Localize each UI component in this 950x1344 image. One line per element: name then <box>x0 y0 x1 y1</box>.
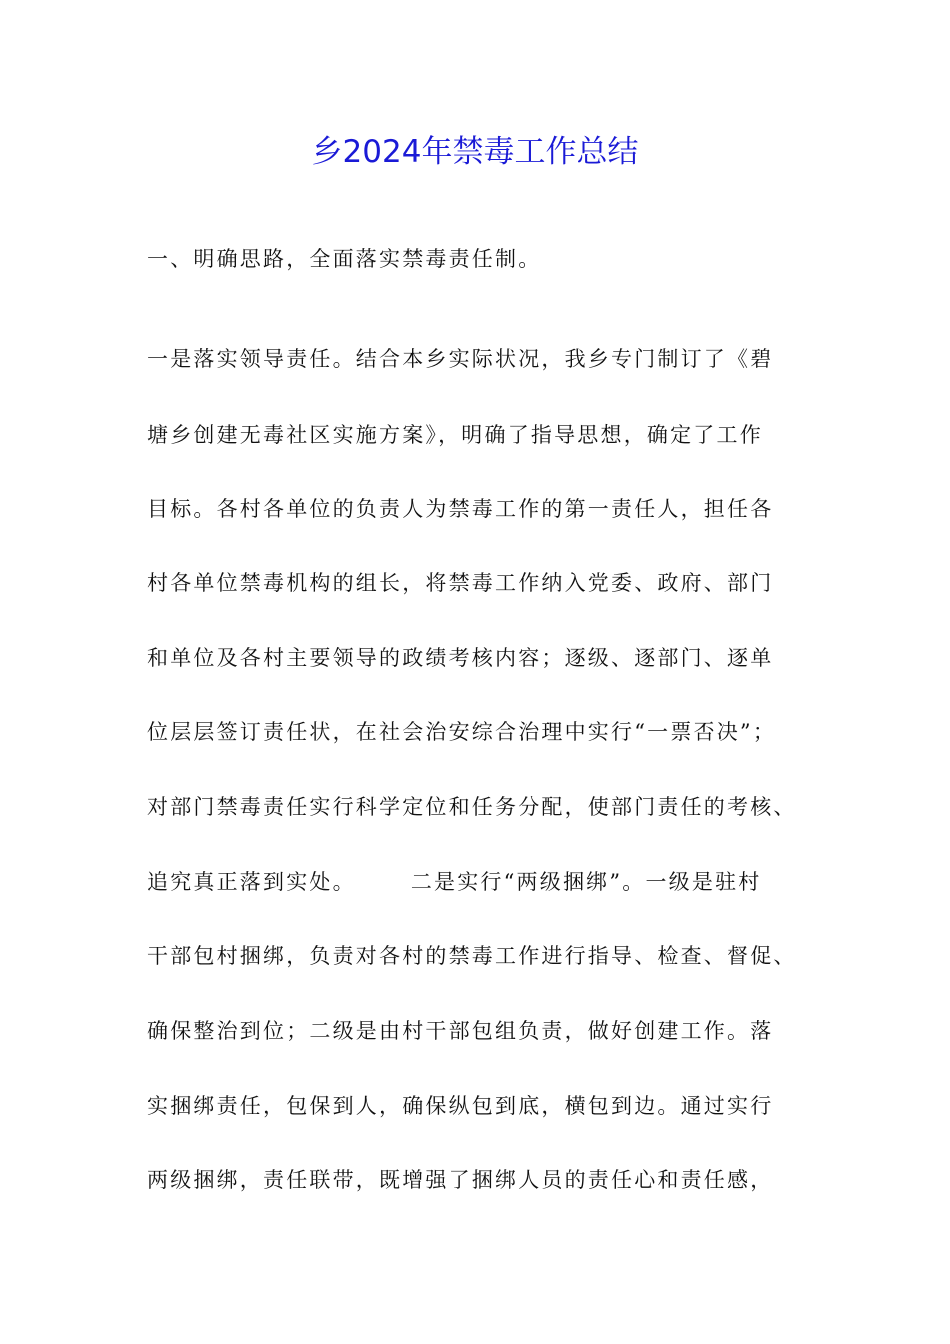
document-title: 乡2024年禁毒工作总结 <box>311 134 639 170</box>
paragraph-line: 一是落实领导责任。结合本乡实际状况，我乡专门制订了《碧 <box>147 347 774 371</box>
paragraph-line: 对部门禁毒责任实行科学定位和任务分配，使部门责任的考核、 <box>147 795 797 819</box>
paragraph-line-left: 追究真正落到实处。 <box>147 870 356 894</box>
paragraph-line: 塘乡创建无毒社区实施方案》，明确了指导思想，确定了工作 <box>147 423 763 447</box>
paragraph-line: 干部包村捆绑，负责对各村的禁毒工作进行指导、检查、督促、 <box>147 944 797 968</box>
paragraph-line: 村各单位禁毒机构的组长，将禁毒工作纳入党委、政府、部门 <box>147 571 774 595</box>
paragraph-line: 和单位及各村主要领导的政绩考核内容；逐级、逐部门、逐单 <box>147 646 774 670</box>
paragraph-line: 位层层签订责任状，在社会治安综合治理中实行“一票否决”； <box>147 720 777 744</box>
paragraph-line-right: 二是实行“两级捆绑”。一级是驻村 <box>410 870 762 894</box>
section-heading: 一、明确思路，全面落实禁毒责任制。 <box>147 247 542 271</box>
paragraph-line: 目标。各村各单位的负责人为禁毒工作的第一责任人，担任各 <box>147 497 774 521</box>
paragraph-line: 两级捆绑，责任联带，既增强了捆绑人员的责任心和责任感， <box>147 1168 774 1192</box>
paragraph-line: 确保整治到位；二级是由村干部包组负责，做好创建工作。落 <box>147 1019 774 1043</box>
paragraph-line: 实捆绑责任，包保到人，确保纵包到底，横包到边。通过实行 <box>147 1094 774 1118</box>
paragraph-line-split <box>147 867 847 897</box>
